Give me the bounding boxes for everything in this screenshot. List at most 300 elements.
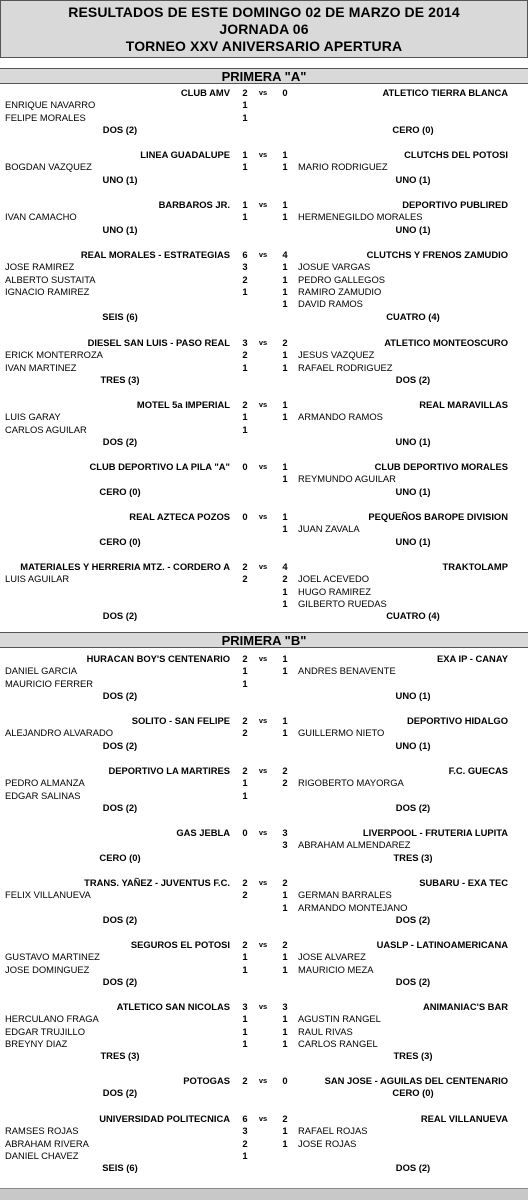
home-team: CLUB DEPORTIVO LA PILA "A" [89,461,230,472]
home-team: CLUB AMV [180,87,230,98]
away-score-words: UNO (1) [395,485,431,497]
home-scorer-name: RAMSES ROJAS [5,1125,79,1137]
away-scorer-name: ABRAHAM ALMENDAREZ [298,839,411,851]
score-in-words [0,852,528,864]
away-scorer-goals: 2 [282,777,288,789]
away-score: 2 [282,1113,288,1124]
away-score: 3 [282,1001,288,1012]
home-scorer-name: BREYNY DIAZ [5,1037,68,1049]
home-scorer-goals: 1 [242,1013,248,1025]
scorer-row [0,1038,528,1050]
away-scorer-name: RAUL RIVAS [298,1025,353,1037]
scorer-row [0,1150,528,1162]
scorer-row [0,261,528,273]
home-team: HURACAN BOY'S CENTENARIO [86,653,230,664]
away-team: CLUB DEPORTIVO MORALES [374,461,508,472]
match-header [0,399,528,411]
away-scorer-goals: 1 [282,349,288,361]
home-scorer-goals: 1 [242,361,248,373]
home-scorer-goals: 2 [242,273,248,285]
away-score: 1 [282,399,288,410]
away-score-words: UNO (1) [395,739,431,751]
away-scorer-name: JOSE ALVAREZ [298,951,366,963]
home-scorer-name: IVAN MARTINEZ [5,361,77,373]
away-team: F.C. GUECAS [448,765,508,776]
away-scorer-name: PEDRO GALLEGOS [298,273,386,285]
home-scorer-name: ERICK MONTERROZA [5,349,103,361]
away-scorer-name: GUILLERMO NIETO [298,727,385,739]
match-block [0,1001,528,1062]
away-scorer-name: JOEL ACEVEDO [298,573,370,585]
score-in-words [0,802,528,814]
away-scorer-goals: 1 [282,161,288,173]
away-scorer-goals: 1 [282,1037,288,1049]
home-scorer-goals: 1 [242,1037,248,1049]
home-scorer-name: JOSE DOMINGUEZ [5,963,90,975]
match-header [0,561,528,573]
away-team: ATLETICO TIERRA BLANCA [382,87,508,98]
home-score: 2 [242,939,248,950]
away-scorer-goals: 1 [282,665,288,677]
match-block [0,199,528,235]
home-score-words: DOS (2) [102,801,138,813]
home-scorer-goals: 1 [242,111,248,123]
away-team: UASLP - LATINOAMERICANA [376,939,508,950]
away-scorer-name: ARMANDO RAMOS [298,411,383,423]
away-scorer-name: RAMIRO ZAMUDIO [298,285,382,297]
scorer-row [0,1026,528,1038]
home-score: 0 [242,827,248,838]
scorer-row [0,274,528,286]
away-scorer-name: JOSE ROJAS [298,1137,357,1149]
home-scorer-name: IVAN CAMACHO [5,211,77,223]
away-score-words: UNO (1) [395,435,431,447]
away-scorer-goals: 1 [282,285,288,297]
home-score: 2 [242,399,248,410]
vs-label: vs [258,250,268,259]
home-score: 6 [242,1113,248,1124]
scorer-row [0,839,528,851]
home-team: BARBAROS JR. [158,199,230,210]
scorer-row [0,790,528,802]
away-scorer-goals: 1 [282,1025,288,1037]
home-score-words: DOS (2) [102,435,138,447]
scorer-row [0,286,528,298]
scorer-row [0,598,528,610]
away-score-words: DOS (2) [395,373,431,385]
score-in-words [0,486,528,498]
away-score: 2 [282,765,288,776]
match-header [0,149,528,161]
score-in-words [0,374,528,386]
scorer-row [0,211,528,223]
home-score-words: CERO (0) [99,485,141,497]
away-scorer-name: AGUSTIN RANGEL [298,1013,381,1025]
away-score: 2 [282,877,288,888]
page-header [0,0,528,58]
scorer-row [0,424,528,436]
home-scorer-name: DANIEL GARCIA [5,665,78,677]
scorer-row [0,161,528,173]
scorer-row [0,964,528,976]
home-scorer-name: ABRAHAM RIVERA [5,1137,89,1149]
away-scorer-goals: 1 [282,585,288,597]
match-block [0,715,528,751]
away-team: CLUTCHS DEL POTOSI [404,149,508,160]
scorer-row [0,665,528,677]
scorer-row [0,99,528,111]
away-scorer-goals: 1 [282,597,288,609]
home-team: DEPORTIVO LA MARTIRES [108,765,230,776]
match-header [0,715,528,727]
away-scorer-goals: 1 [282,473,288,485]
home-team: POTOGAS [183,1075,230,1086]
away-scorer-goals: 2 [282,573,288,585]
home-score-words: SEIS (6) [102,1162,138,1174]
away-team: REAL VILLANUEVA [420,1113,508,1124]
home-scorer-name: ALEJANDRO ALVARADO [5,727,114,739]
home-score-words: UNO (1) [102,223,138,235]
away-scorer-name: HERMENEGILDO MORALES [298,211,423,223]
away-team: SAN JOSE - AGUILAS DEL CENTENARIO [324,1075,508,1086]
away-scorer-goals: 1 [282,1137,288,1149]
home-scorer-name: GUSTAVO MARTINEZ [5,951,100,963]
home-scorer-name: PEDRO ALMANZA [5,777,85,789]
away-scorer-goals: 3 [282,839,288,851]
home-score: 3 [242,1001,248,1012]
match-block [0,561,528,622]
match-header [0,877,528,889]
match-block [0,827,528,863]
scorer-row [0,349,528,361]
home-scorer-goals: 3 [242,1125,248,1137]
away-scorer-goals: 1 [282,727,288,739]
match-block [0,511,528,547]
away-scorer-name: MAURICIO MEZA [298,963,374,975]
home-score-words: CERO (0) [99,851,141,863]
match-block [0,399,528,447]
home-score: 6 [242,249,248,260]
home-score-words: SEIS (6) [102,310,138,322]
score-in-words [0,740,528,752]
score-in-words [0,976,528,988]
home-scorer-goals: 1 [242,951,248,963]
score-in-words [0,536,528,548]
home-score-words: DOS (2) [102,689,138,701]
away-scorer-goals: 1 [282,261,288,273]
match-header [0,511,528,523]
match-block [0,1113,528,1174]
score-in-words [0,174,528,186]
match-header [0,827,528,839]
away-score-words: TRES (3) [393,1050,433,1062]
scorer-row [0,473,528,485]
scorer-row [0,1013,528,1025]
header-matchday: JORNADA 06 [219,20,309,37]
away-score-words: DOS (2) [395,1162,431,1174]
away-score-words: DOS (2) [395,975,431,987]
scorer-row [0,678,528,690]
home-scorer-name: IGNACIO RAMIREZ [5,285,90,297]
scorer-row [0,586,528,598]
home-scorer-name: LUIS AGUILAR [5,573,70,585]
away-scorer-name: ARMANDO MONTEJANO [298,901,408,913]
vs-label: vs [258,878,268,887]
home-score-words: TRES (3) [100,373,140,385]
vs-label: vs [258,462,268,471]
match-header [0,653,528,665]
away-score: 1 [282,461,288,472]
match-block [0,1075,528,1099]
home-scorer-name: FELIX VILLANUEVA [5,889,91,901]
away-score: 4 [282,561,288,572]
match-block [0,461,528,497]
home-scorer-goals: 1 [242,677,248,689]
home-scorer-goals: 1 [242,665,248,677]
away-scorer-goals: 1 [282,951,288,963]
away-scorer-goals: 1 [282,963,288,975]
vs-label: vs [258,1076,268,1085]
score-in-words [0,1087,528,1099]
score-in-words [0,610,528,622]
away-team: DEPORTIVO PUBLIRED [402,199,508,210]
scorer-row [0,362,528,374]
footer-bar [0,1188,528,1200]
home-scorer-goals: 2 [242,1137,248,1149]
vs-label: vs [258,400,268,409]
home-score-words: CERO (0) [99,535,141,547]
away-team: PEQUEÑOS BAROPE DIVISION [368,511,508,522]
home-scorer-goals: 2 [242,727,248,739]
away-score: 4 [282,249,288,260]
away-scorer-goals: 1 [282,901,288,913]
home-scorer-name: LUIS GARAY [5,411,61,423]
home-score-words: DOS (2) [102,975,138,987]
away-score-words: TRES (3) [393,851,433,863]
away-team: SUBARU - EXA TEC [419,877,508,888]
away-scorer-goals: 1 [282,298,288,310]
home-scorer-goals: 2 [242,889,248,901]
vs-label: vs [258,828,268,837]
home-score-words: DOS (2) [102,610,138,622]
scorer-row [0,411,528,423]
away-scorer-goals: 1 [282,1125,288,1137]
home-scorer-goals: 1 [242,789,248,801]
away-scorer-name: DAVID RAMOS [298,298,363,310]
away-scorer-name: CARLOS RANGEL [298,1037,378,1049]
match-header [0,249,528,261]
away-score: 1 [282,653,288,664]
vs-label: vs [258,1002,268,1011]
match-block [0,87,528,135]
match-header [0,1001,528,1013]
home-scorer-name: BOGDAN VAZQUEZ [5,161,92,173]
match-header [0,87,528,99]
away-team: REAL MARAVILLAS [419,399,508,410]
home-team: DIESEL SAN LUIS - PASO REAL [87,337,230,348]
away-scorer-name: MARIO RODRIGUEZ [298,161,388,173]
home-score-words: DOS (2) [102,739,138,751]
match-header [0,765,528,777]
vs-label: vs [258,1114,268,1123]
home-scorer-goals: 1 [242,285,248,297]
score-in-words [0,124,528,136]
home-score: 2 [242,561,248,572]
away-score: 1 [282,149,288,160]
match-header [0,1075,528,1087]
away-scorer-name: RAFAEL RODRIGUEZ [298,361,393,373]
home-scorer-goals: 1 [242,411,248,423]
away-scorer-name: JOSUE VARGAS [298,261,371,273]
home-team: MATERIALES Y HERRERIA MTZ. - CORDERO A [20,561,230,572]
vs-label: vs [258,200,268,209]
match-header [0,939,528,951]
away-score-words: DOS (2) [395,913,431,925]
away-team: ANIMANIAC'S BAR [422,1001,508,1012]
home-scorer-name: ALBERTO SUSTAITA [5,273,96,285]
away-scorer-goals: 1 [282,411,288,423]
match-block [0,249,528,322]
home-score: 2 [242,715,248,726]
score-in-words [0,690,528,702]
section-title: PRIMERA "A" [0,68,528,84]
score-in-words [0,1162,528,1174]
scorer-row [0,523,528,535]
away-scorer-name: HUGO RAMIREZ [298,585,371,597]
away-score-words: CERO (0) [392,1087,434,1099]
home-score: 2 [242,1075,248,1086]
score-in-words [0,914,528,926]
away-score: 0 [282,87,288,98]
match-header [0,461,528,473]
away-score-words: UNO (1) [395,689,431,701]
home-score: 0 [242,461,248,472]
home-scorer-goals: 1 [242,99,248,111]
vs-label: vs [258,716,268,725]
match-block [0,337,528,385]
home-scorer-goals: 2 [242,349,248,361]
home-scorer-goals: 1 [242,963,248,975]
away-scorer-name: JUAN ZAVALA [298,523,360,535]
header-tournament: TORNEO XXV ANIVERSARIO APERTURA [125,37,403,54]
home-team: ATLETICO SAN NICOLAS [116,1001,230,1012]
home-scorer-goals: 1 [242,161,248,173]
vs-label: vs [258,150,268,159]
vs-label: vs [258,766,268,775]
away-score: 1 [282,199,288,210]
away-team: LIVERPOOL - FRUTERIA LUPITA [362,827,508,838]
away-scorer-goals: 1 [282,361,288,373]
home-score-words: TRES (3) [100,1050,140,1062]
home-team: TRANS. YAÑEZ - JUVENTUS F.C. [84,877,230,888]
home-score: 1 [242,149,248,160]
home-scorer-name: HERCULANO FRAGA [5,1013,99,1025]
home-scorer-name: EDGAR TRUJILLO [5,1025,86,1037]
away-scorer-goals: 1 [282,1013,288,1025]
header-title: RESULTADOS DE ESTE DOMINGO 02 DE MARZO DE 2014 [68,3,460,20]
away-scorer-name: GERMAN BARRALES [298,889,392,901]
away-score: 3 [282,827,288,838]
match-header [0,199,528,211]
away-team: EXA IP - CANAY [436,653,508,664]
home-scorer-goals: 1 [242,1025,248,1037]
vs-label: vs [258,940,268,949]
home-score-words: UNO (1) [102,173,138,185]
home-scorer-name: MAURICIO FERRER [5,677,94,689]
score-in-words [0,224,528,236]
home-scorer-name: EDGAR SALINAS [5,789,81,801]
score-in-words [0,1050,528,1062]
away-score: 1 [282,715,288,726]
home-team: LINEA GUADALUPE [140,149,230,160]
scorer-row [0,727,528,739]
away-score-words: UNO (1) [395,173,431,185]
vs-label: vs [258,338,268,347]
home-score-words: DOS (2) [102,123,138,135]
match-block [0,149,528,185]
home-team: SOLITO - SAN FELIPE [131,715,230,726]
score-in-words [0,311,528,323]
vs-label: vs [258,88,268,97]
score-in-words [0,436,528,448]
away-score-words: UNO (1) [395,223,431,235]
away-team: CLUTCHS Y FRENOS ZAMUDIO [366,249,508,260]
away-scorer-goals: 1 [282,889,288,901]
away-scorer-name: REYMUNDO AGUILAR [298,473,396,485]
away-score: 0 [282,1075,288,1086]
home-score: 2 [242,653,248,664]
scorer-row [0,1125,528,1137]
away-score-words: UNO (1) [395,535,431,547]
home-scorer-goals: 2 [242,573,248,585]
away-score-words: DOS (2) [395,801,431,813]
match-block [0,877,528,925]
home-score: 3 [242,337,248,348]
away-scorer-goals: 1 [282,211,288,223]
away-scorer-name: RAFAEL ROJAS [298,1125,368,1137]
match-block [0,653,528,701]
home-scorer-goals: 1 [242,777,248,789]
match-header [0,337,528,349]
away-scorer-name: RIGOBERTO MAYORGA [298,777,404,789]
away-scorer-goals: 1 [282,273,288,285]
vs-label: vs [258,562,268,571]
home-scorer-goals: 3 [242,261,248,273]
home-team: GAS JEBLA [176,827,230,838]
home-scorer-name: FELIPE MORALES [5,111,86,123]
home-scorer-name: JOSE RAMIREZ [5,261,75,273]
away-team: ATLETICO MONTEOSCURO [384,337,508,348]
home-team: MOTEL 5a IMPERIAL [136,399,230,410]
scorer-row [0,777,528,789]
away-scorer-name: GILBERTO RUEDAS [298,597,387,609]
home-score: 0 [242,511,248,522]
home-scorer-goals: 1 [242,211,248,223]
away-scorer-name: JESUS VAZQUEZ [298,349,375,361]
home-team: SEGUROS EL POTOSI [130,939,230,950]
scorer-row [0,112,528,124]
away-team: TRAKTOLAMP [442,561,508,572]
scorer-row [0,573,528,585]
home-team: REAL MORALES - ESTRATEGIAS [80,249,230,260]
home-score: 2 [242,765,248,776]
vs-label: vs [258,512,268,521]
away-score-words: CERO (0) [392,123,434,135]
home-scorer-name: CARLOS AGUILAR [5,423,87,435]
home-score: 2 [242,87,248,98]
home-team: UNIVERSIDAD POLITECNICA [99,1113,230,1124]
vs-label: vs [258,654,268,663]
